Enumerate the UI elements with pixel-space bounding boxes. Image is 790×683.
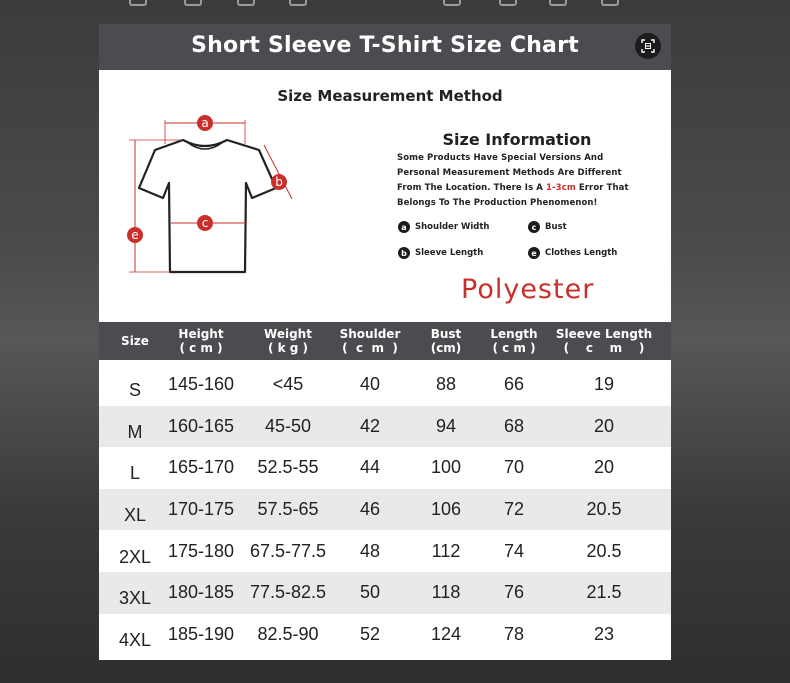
size-info (397, 130, 637, 211)
legend-clothes-length: e Clothes Length (528, 247, 617, 259)
cell-size: XL (123, 505, 147, 526)
info-text: Some Products Have Special Versions And Personal Measurement Methods Are Different From The Location. There Is A 1-3cm Error That Belongs To The Production Phenomenon! (397, 153, 629, 208)
cell-size: 2XL (118, 546, 152, 567)
search-icon[interactable] (289, 0, 307, 6)
cell-length: 70 (503, 457, 525, 478)
cell-shoulder: 52 (359, 623, 381, 644)
header-size: Size (121, 334, 149, 348)
cell-weight: 45-50 (264, 415, 312, 436)
cell-sleeve-length: 20 (593, 415, 615, 436)
tshirt-diagram (121, 110, 306, 280)
cell-bust: 100 (430, 457, 462, 478)
table-row (99, 572, 671, 614)
label-b: b (275, 175, 283, 189)
cell-shoulder: 42 (359, 415, 381, 436)
cell-height: 185-190 (167, 623, 235, 644)
cell-bust: 94 (435, 415, 457, 436)
cell-sleeve-length: 19 (593, 374, 615, 395)
cell-shoulder: 46 (359, 499, 381, 520)
search-icon[interactable] (237, 0, 255, 6)
cell-weight: 82.5-90 (257, 623, 319, 644)
table-row (99, 489, 671, 531)
table-row (99, 530, 671, 572)
label-a: a (201, 116, 209, 130)
cell-height: 145-160 (167, 374, 235, 395)
info-title: Size Information (442, 130, 592, 149)
cell-size: L (129, 463, 140, 484)
label-e: e (131, 228, 139, 242)
cell-shoulder: 50 (359, 582, 381, 603)
cell-weight: <45 (272, 374, 304, 395)
cell-sleeve-length: 20.5 (586, 540, 622, 561)
size-chart-image (99, 24, 671, 660)
cell-length: 72 (503, 499, 525, 520)
cell-size: S (128, 380, 141, 401)
toolbar-icon[interactable] (443, 0, 461, 6)
cell-length: 68 (503, 415, 525, 436)
material-label: Polyester (461, 274, 595, 305)
cell-sleeve-length: 20 (593, 457, 615, 478)
cell-length: 78 (503, 623, 525, 644)
cell-height: 180-185 (167, 582, 235, 603)
legend-sleeve: b Sleeve Length (398, 247, 483, 259)
cell-bust: 124 (430, 623, 462, 644)
header-shoulder: Shoulder ( c m ) (339, 327, 401, 355)
legend-bust: c Bust (528, 221, 567, 233)
title-banner (99, 24, 671, 70)
cell-height: 165-170 (167, 457, 235, 478)
scan-icon[interactable] (635, 33, 661, 59)
header-height: Height ( c m ) (178, 327, 224, 355)
cell-shoulder: 44 (359, 457, 381, 478)
header-sleeve-length: Sleeve Length ( c m ) (555, 327, 653, 355)
legend-shoulder: a Shoulder Width (398, 221, 489, 233)
cell-bust: 106 (430, 499, 462, 520)
toolbar-icon[interactable] (549, 0, 567, 6)
cell-size: 4XL (118, 629, 152, 650)
table-row (99, 406, 671, 448)
method-title: Size Measurement Method (277, 87, 503, 105)
cell-weight: 77.5-82.5 (249, 582, 327, 603)
cell-shoulder: 48 (359, 540, 381, 561)
cell-sleeve-length: 21.5 (586, 582, 622, 603)
cell-bust: 112 (431, 540, 461, 561)
cell-length: 66 (503, 374, 525, 395)
header-weight: Weight ( k g ) (264, 327, 312, 355)
toolbar-icon[interactable] (499, 0, 517, 6)
cell-size: M (127, 421, 143, 442)
chart-title: Short Sleeve T-Shirt Size Chart (191, 33, 579, 58)
cell-height: 175-180 (167, 540, 235, 561)
table-row (99, 447, 671, 489)
cell-length: 76 (503, 582, 525, 603)
toolbar-icon[interactable] (601, 0, 619, 6)
cell-bust: 88 (435, 374, 457, 395)
toolbar-icon[interactable] (129, 0, 147, 6)
cell-height: 170-175 (167, 499, 235, 520)
top-toolbar-icons (0, 0, 790, 6)
header-length: Length ( c m ) (490, 327, 538, 355)
cell-weight: 57.5-65 (257, 499, 319, 520)
cell-sleeve-length: 23 (593, 623, 615, 644)
cell-weight: 52.5-55 (257, 457, 319, 478)
label-c: c (201, 216, 209, 230)
table-header (99, 322, 671, 360)
cell-weight: 67.5-77.5 (249, 540, 327, 561)
cell-size: 3XL (118, 588, 152, 609)
cell-bust: 118 (431, 582, 461, 603)
table-row (99, 364, 671, 406)
toolbar-icon[interactable] (184, 0, 202, 6)
cell-length: 74 (503, 540, 525, 561)
table-row (99, 614, 671, 656)
cell-sleeve-length: 20.5 (586, 499, 622, 520)
cell-height: 160-165 (167, 415, 235, 436)
cell-shoulder: 40 (359, 374, 381, 395)
header-bust: Bust (cm) (430, 327, 462, 355)
